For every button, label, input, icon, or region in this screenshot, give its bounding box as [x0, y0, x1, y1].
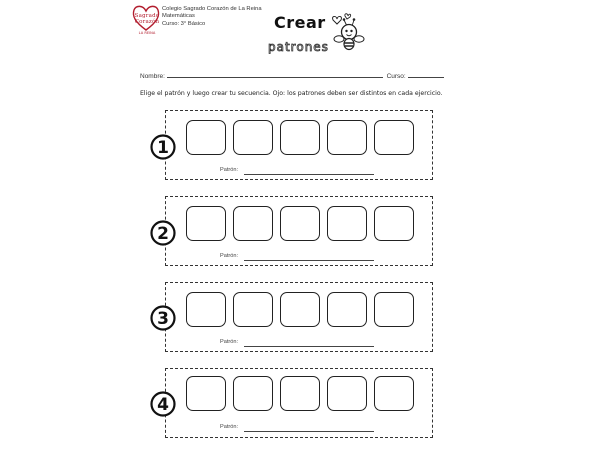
subject: Matemáticas: [162, 13, 195, 20]
logo-text-2: Corazón: [134, 19, 160, 25]
bee-icon: [325, 12, 371, 52]
logo-text-1: Sagrado: [134, 13, 160, 19]
pattern-field[interactable]: [244, 260, 374, 261]
pattern-cell[interactable]: [327, 376, 367, 411]
pattern-cell[interactable]: [233, 376, 273, 411]
school-info: [162, 6, 262, 28]
pattern-field[interactable]: [244, 431, 374, 432]
course-field[interactable]: [408, 71, 444, 78]
pattern-cell[interactable]: [186, 120, 226, 155]
pattern-label: Patrón:: [220, 424, 239, 430]
svg-text:2: 2: [157, 224, 169, 244]
exercise-number-1: [150, 134, 176, 160]
svg-text:3: 3: [157, 309, 169, 329]
pattern-label: Patrón:: [220, 339, 239, 345]
pattern-cell[interactable]: [186, 206, 226, 241]
pattern-cell[interactable]: [327, 292, 367, 327]
student-info-row: [140, 71, 444, 80]
exercise-number-3: [150, 305, 176, 331]
pattern-cell[interactable]: [280, 376, 320, 411]
pattern-field[interactable]: [244, 174, 374, 175]
course-label: Curso:: [386, 73, 406, 80]
pattern-cell[interactable]: [186, 292, 226, 327]
pattern-cell[interactable]: [233, 206, 273, 241]
pattern-cell[interactable]: [233, 292, 273, 327]
pattern-cell[interactable]: [327, 206, 367, 241]
grade: Curso: 3° Básico: [162, 20, 206, 27]
pattern-cell[interactable]: [280, 206, 320, 241]
pattern-cell[interactable]: [327, 120, 367, 155]
title-line-1: Crear: [274, 13, 326, 32]
pattern-field[interactable]: [244, 346, 374, 347]
pattern-cell[interactable]: [233, 120, 273, 155]
pattern-cell[interactable]: [374, 120, 414, 155]
pattern-cell[interactable]: [280, 292, 320, 327]
title-line-2: patrones: [268, 40, 329, 54]
pattern-cell[interactable]: [186, 376, 226, 411]
exercise-number-4: [150, 391, 176, 417]
pattern-cell[interactable]: [374, 206, 414, 241]
logo-text-3: LA REINA: [138, 31, 156, 35]
name-label: Nombre:: [140, 73, 165, 80]
exercise-number-2: [150, 220, 176, 246]
svg-text:1: 1: [157, 138, 169, 158]
school-name: Colegio Sagrado Corazón de La Reina: [162, 6, 262, 12]
pattern-cell[interactable]: [280, 120, 320, 155]
pattern-label: Patrón:: [220, 253, 239, 259]
pattern-label: Patrón:: [220, 167, 239, 173]
pattern-cell[interactable]: [374, 292, 414, 327]
svg-text:4: 4: [157, 395, 169, 415]
name-field[interactable]: [167, 71, 383, 78]
instructions: Elige el patrón y luego crear tu secuencia. Ojo: los patrones deben ser distintos en cada ejercicio.: [140, 90, 443, 97]
pattern-cell[interactable]: [374, 376, 414, 411]
